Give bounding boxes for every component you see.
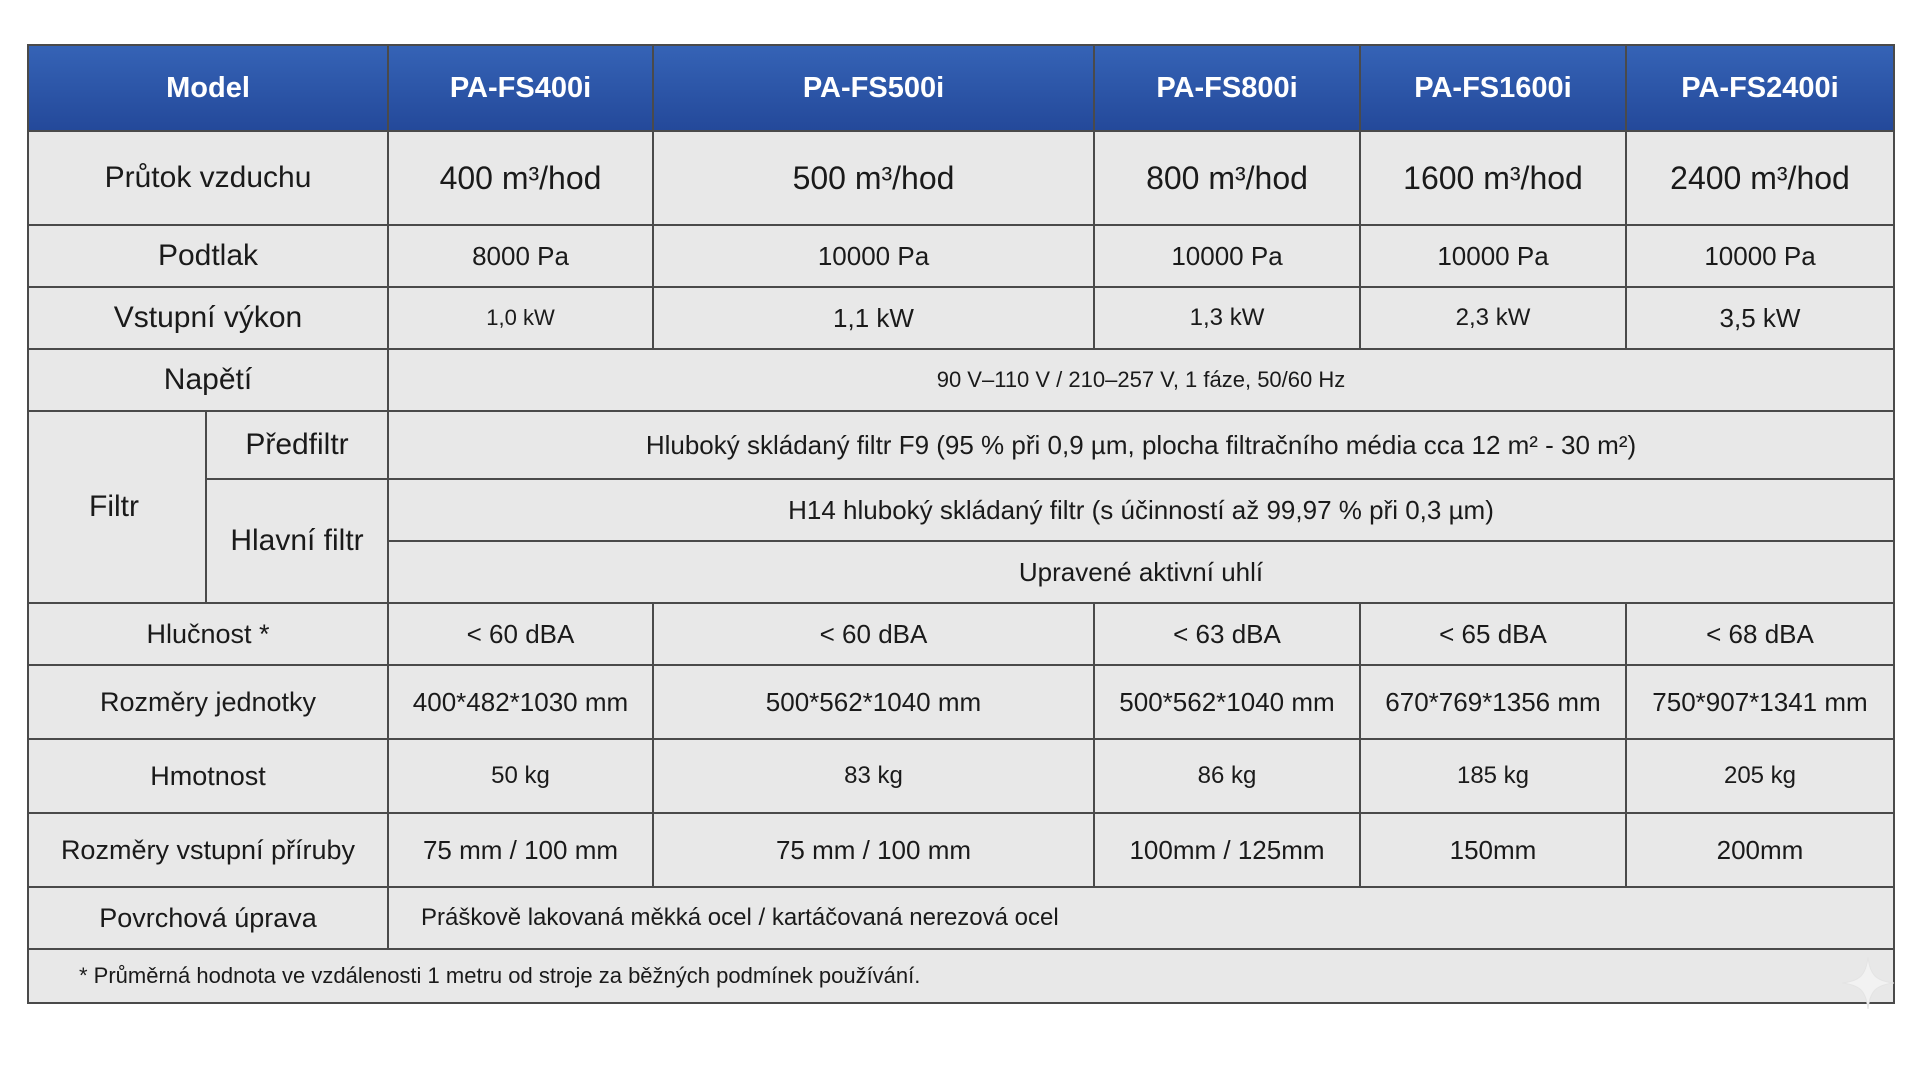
model-col-5: PA-FS2400i [1626,45,1894,131]
noise-value: < 60 dBA [388,603,653,665]
sparkle-icon [1838,953,1898,1013]
model-col-2: PA-FS500i [653,45,1094,131]
weight-value: 185 kg [1360,739,1626,813]
dimensions-value: 750*907*1341 mm [1626,665,1894,739]
model-col-3: PA-FS800i [1094,45,1360,131]
airflow-value: 500 m³/hod [653,131,1094,225]
power-row [28,287,1894,349]
airflow-value: 2400 m³/hod [1626,131,1894,225]
vacuum-value: 10000 Pa [653,225,1094,287]
vacuum-value: 10000 Pa [1626,225,1894,287]
noise-value: < 60 dBA [653,603,1094,665]
airflow-value: 800 m³/hod [1094,131,1360,225]
flange-value: 200mm [1626,813,1894,887]
power-value: 2,3 kW [1360,287,1626,349]
prefilter-value: Hluboký skládaný filtr F9 (95 % při 0,9 µm, plocha filtračního média cca 12 m² - 30 m²) [388,411,1894,479]
weight-value: 205 kg [1626,739,1894,813]
spec-table [27,44,1895,1004]
noise-label: Hlučnost * [28,603,388,665]
voltage-label: Napětí [28,349,388,411]
header-row [28,45,1894,131]
model-header: Model [28,45,388,131]
flange-value: 75 mm / 100 mm [653,813,1094,887]
noise-value: < 68 dBA [1626,603,1894,665]
dimensions-row [28,665,1894,739]
dimensions-value: 500*562*1040 mm [1094,665,1360,739]
main-filter-value: H14 hluboký skládaný filtr (s účinností až 99,97 % při 0,3 µm) [388,479,1894,541]
airflow-value: 1600 m³/hod [1360,131,1626,225]
finish-label: Povrchová úprava [28,887,388,949]
power-value: 1,3 kW [1094,287,1360,349]
power-value: 1,1 kW [653,287,1094,349]
model-col-4: PA-FS1600i [1360,45,1626,131]
footnote-row [28,949,1894,1003]
airflow-label: Průtok vzduchu [28,131,388,225]
vacuum-value: 10000 Pa [1360,225,1626,287]
filter-label: Filtr [28,411,206,603]
weight-row [28,739,1894,813]
finish-row [28,887,1894,949]
power-value: 3,5 kW [1626,287,1894,349]
airflow-row [28,131,1894,225]
weight-value: 83 kg [653,739,1094,813]
prefilter-row [28,411,1894,479]
flange-value: 100mm / 125mm [1094,813,1360,887]
dimensions-value: 500*562*1040 mm [653,665,1094,739]
main-filter-label: Hlavní filtr [206,479,388,603]
weight-value: 86 kg [1094,739,1360,813]
main-filter-row [28,479,1894,541]
finish-value: Práškově lakovaná měkká ocel / kartáčovaná nerezová ocel [388,887,1894,949]
footnote: * Průměrná hodnota ve vzdálenosti 1 metru od stroje za běžných podmínek používání. [28,949,1894,1003]
power-label: Vstupní výkon [28,287,388,349]
airflow-value: 400 m³/hod [388,131,653,225]
prefilter-label: Předfiltr [206,411,388,479]
power-value: 1,0 kW [388,287,653,349]
voltage-value: 90 V–110 V / 210–257 V, 1 fáze, 50/60 Hz [388,349,1894,411]
weight-label: Hmotnost [28,739,388,813]
vacuum-label: Podtlak [28,225,388,287]
spec-table-container [27,44,1893,1004]
vacuum-row [28,225,1894,287]
dimensions-label: Rozměry jednotky [28,665,388,739]
dimensions-value: 670*769*1356 mm [1360,665,1626,739]
flange-label: Rozměry vstupní příruby [28,813,388,887]
vacuum-value: 8000 Pa [388,225,653,287]
weight-value: 50 kg [388,739,653,813]
flange-value: 75 mm / 100 mm [388,813,653,887]
vacuum-value: 10000 Pa [1094,225,1360,287]
noise-value: < 65 dBA [1360,603,1626,665]
flange-value: 150mm [1360,813,1626,887]
model-col-1: PA-FS400i [388,45,653,131]
noise-row [28,603,1894,665]
voltage-row [28,349,1894,411]
carbon-filter-value: Upravené aktivní uhlí [388,541,1894,603]
noise-value: < 63 dBA [1094,603,1360,665]
dimensions-value: 400*482*1030 mm [388,665,653,739]
flange-row [28,813,1894,887]
